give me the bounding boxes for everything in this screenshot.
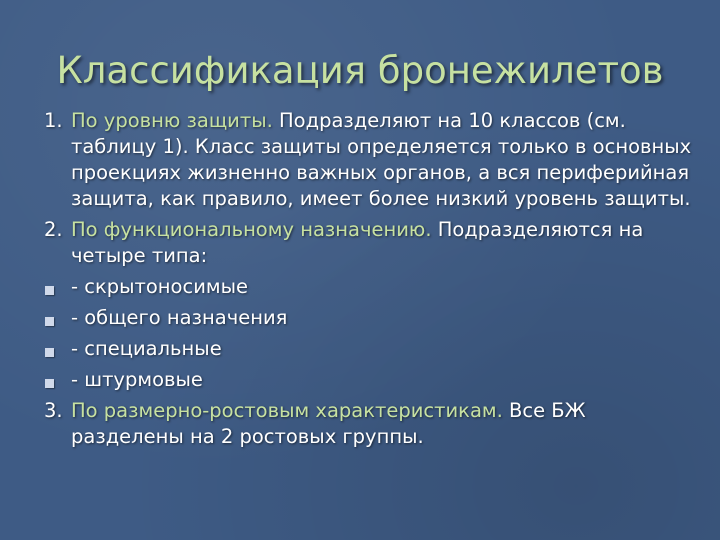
square-bullet-icon — [45, 317, 54, 326]
type-label: - общего назначения — [71, 306, 288, 329]
type-list-item — [44, 336, 694, 362]
list-item-function — [44, 217, 694, 269]
type-label: - специальные — [71, 337, 222, 360]
square-bullet-icon — [45, 348, 54, 357]
slide-title: Классификация бронежилетов — [56, 49, 664, 92]
list-item-protection-level — [44, 108, 694, 212]
list-item-size — [44, 398, 694, 450]
square-bullet-icon — [45, 379, 54, 388]
item-heading: По размерно-ростовым характеристикам. — [71, 399, 503, 422]
square-bullet-icon — [45, 286, 54, 295]
type-label: - скрытоносимые — [71, 275, 248, 298]
slide-content — [44, 108, 694, 455]
type-label: - штурмовые — [71, 368, 203, 391]
item-number: 2. — [44, 218, 63, 241]
item-text: Подразделяют на 10 классов (см. таблицу 1). Класс защиты определяется только в основных проекциях жизненно важных органов, а вся периферийная защита, как правило, имеет более низкий уровень защиты. — [71, 109, 692, 210]
item-text: Подразделяются на четыре типа: — [71, 218, 644, 267]
item-heading: По уровню защиты. — [71, 109, 273, 132]
type-list-item — [44, 367, 694, 393]
item-number: 1. — [44, 109, 63, 132]
item-number: 3. — [44, 399, 63, 422]
type-list-item — [44, 305, 694, 331]
type-list-item — [44, 274, 694, 300]
item-text: Все БЖ разделены на 2 ростовых группы. — [71, 399, 586, 448]
item-heading: По функциональному назначению. — [71, 218, 432, 241]
